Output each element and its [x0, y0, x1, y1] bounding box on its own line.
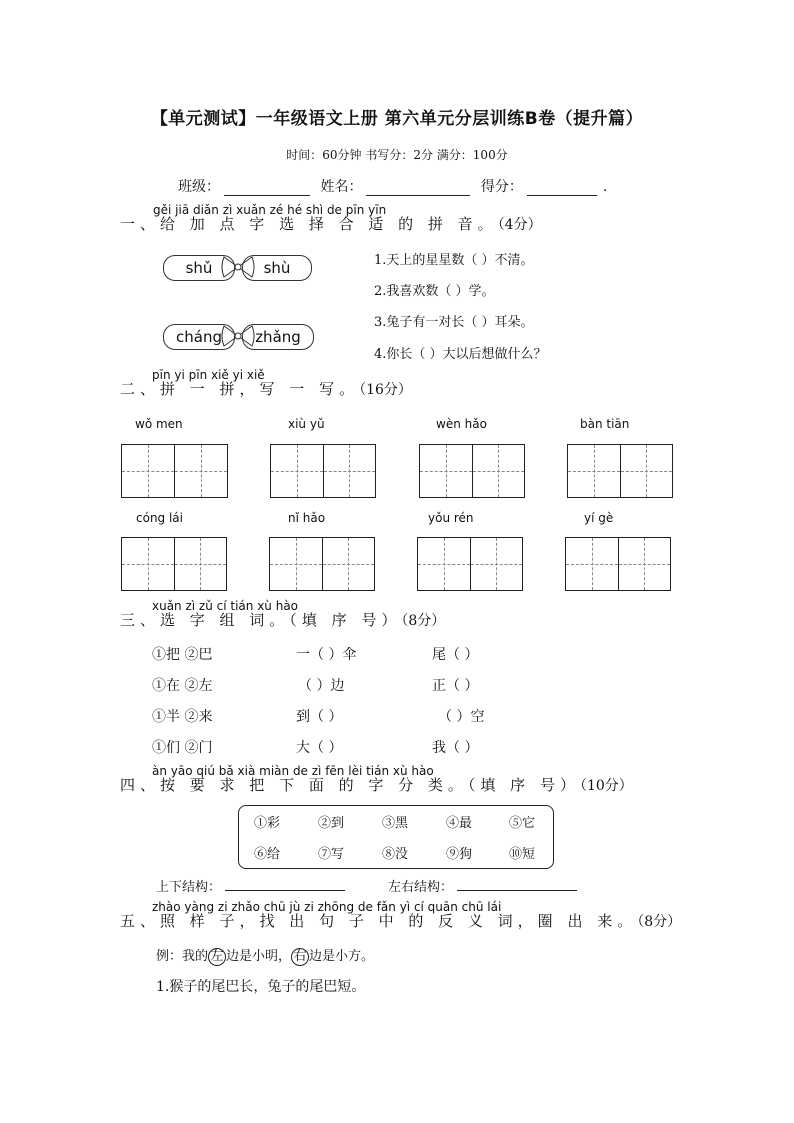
word-pinyin: nǐ hǎo: [288, 511, 326, 525]
s1-question-4: 4.你长（ ）大以后想做什么？: [374, 347, 547, 362]
char-item: ⑦写: [318, 847, 345, 862]
s1-title: [120, 213, 542, 234]
writing-box[interactable]: [269, 537, 375, 591]
s1-title-text: 一、给 加 点 字 选 择 合 适 的 拼 音。: [120, 215, 498, 233]
s3-options: ①们 ②门: [152, 740, 213, 756]
bow-icon: [219, 252, 257, 282]
s4-title: [120, 774, 633, 795]
pill-zhang3[interactable]: zhǎng: [242, 324, 314, 350]
s3-blank-a[interactable]: 一（ ）伞: [296, 647, 357, 663]
s2-title-text: 二、拼 一 拼，写 一 写。: [120, 380, 360, 398]
s5-question-1[interactable]: 1.猴子的尾巴长，兔子的尾巴短。: [156, 979, 366, 995]
s3-blank-a[interactable]: （ ）边: [298, 678, 345, 694]
example-text: 例：我的: [156, 949, 209, 964]
s4-pinyin: àn yāo qiú bǎ xià miàn de zì fēn lèi tián xù hào: [152, 764, 434, 778]
s5-title-text: 五、照 样 子，找 出 句 子 中 的 反 义 词，圈 出 来。: [120, 912, 638, 930]
answer-line[interactable]: [457, 878, 577, 891]
s5-example: [156, 945, 374, 966]
bow-icon: [219, 321, 257, 351]
word-pinyin: xiù yǔ: [288, 417, 325, 431]
class-field[interactable]: [224, 181, 310, 196]
class-label: 班级：: [178, 179, 220, 195]
writing-box[interactable]: [270, 444, 376, 498]
char-item: ①彩: [254, 816, 281, 831]
page-title: 【单元测试】一年级语文上册 第六单元分层训练B卷（提升篇）: [150, 109, 644, 129]
student-info: [178, 176, 607, 196]
writing-box[interactable]: [417, 537, 523, 591]
pill-shu4[interactable]: shù: [242, 255, 312, 281]
s1-question-1: 1.天上的星星数（ ）不清。: [374, 253, 534, 268]
exam-meta: 时间：60分钟 书写分：2分 满分：100分: [286, 148, 508, 162]
word-pinyin: wèn hǎo: [436, 417, 487, 431]
info-end: .: [602, 179, 608, 195]
name-label: 姓名：: [320, 179, 363, 195]
word-pinyin: cóng lái: [136, 511, 183, 525]
s5-pinyin: zhào yàng zi zhǎo chū jù zi zhōng de fǎn yì cí quān chū lái: [152, 900, 502, 914]
s3-title: [120, 609, 445, 630]
s3-options: ①在 ②左: [152, 678, 213, 694]
structure-top-bottom: [156, 876, 345, 895]
s4-title-text: 四、按 要 求 把 下 面 的 字 分 类。（填 序 号）: [120, 776, 580, 794]
writing-box[interactable]: [121, 444, 228, 498]
s1-question-2: 2.我喜欢数（ ）学。: [374, 284, 495, 299]
example-text: 边是小明，: [226, 949, 292, 964]
name-field[interactable]: [366, 181, 470, 196]
word-pinyin: yǒu rén: [428, 511, 474, 525]
word-pinyin: bàn tiān: [580, 417, 630, 431]
s3-blank-a[interactable]: 到（ ）: [296, 709, 343, 725]
s1-score: （4分）: [497, 217, 542, 233]
s3-title-text: 三、选 字 组 词。（填 序 号）: [120, 611, 402, 629]
char-item: ②到: [318, 816, 345, 831]
structure-left-right: [388, 876, 577, 895]
writing-box[interactable]: [567, 444, 673, 498]
word-pinyin: yí gè: [584, 511, 614, 525]
writing-box[interactable]: [419, 444, 525, 498]
writing-box[interactable]: [565, 537, 671, 591]
circled-char: 左: [208, 948, 226, 966]
char-item: ③黑: [382, 816, 409, 831]
example-text: 边是小方。: [309, 949, 375, 964]
s4-score: （10分）: [579, 778, 633, 794]
score-field[interactable]: [527, 181, 597, 196]
s2-score: （16分）: [359, 382, 412, 398]
char-item: ⑨狗: [446, 847, 473, 862]
char-item: ⑧没: [382, 847, 409, 862]
char-item: ⑤它: [509, 816, 536, 831]
writing-box[interactable]: [121, 537, 227, 591]
pill-chang2[interactable]: cháng: [163, 324, 235, 350]
s5-title: [120, 910, 681, 931]
s3-blank-b[interactable]: 正（ ）: [432, 678, 479, 694]
s3-blank-b[interactable]: 尾（ ）: [432, 647, 479, 663]
s3-blank-b[interactable]: 我（ ）: [432, 740, 479, 756]
s3-blank-a[interactable]: 大（ ）: [296, 740, 343, 756]
label-left-right: 左右结构：: [388, 880, 454, 895]
s2-pinyin: pīn yi pīn xiě yi xiě: [152, 368, 265, 382]
s3-options: ①半 ②来: [152, 709, 213, 725]
score-label: 得分：: [480, 179, 523, 195]
s3-score: （8分）: [401, 613, 446, 629]
char-item: ⑥给: [254, 847, 281, 862]
s2-title: [120, 378, 412, 399]
circled-char: 右: [291, 948, 309, 966]
s3-blank-b[interactable]: （ ）空: [438, 709, 485, 725]
word-pinyin: wǒ men: [135, 417, 183, 431]
s5-score: （8分）: [637, 914, 682, 930]
pill-shu3[interactable]: shǔ: [163, 255, 235, 281]
s1-pinyin: gěi jiā diǎn zì xuǎn zé hé shì de pīn yīn: [153, 203, 387, 217]
answer-line[interactable]: [225, 878, 345, 891]
char-item: ⑩短: [509, 847, 536, 862]
char-item: ④最: [446, 816, 473, 831]
label-top-bottom: 上下结构：: [156, 880, 222, 895]
s3-pinyin: xuǎn zì zǔ cí tián xù hào: [152, 599, 299, 613]
s3-options: ①把 ②巴: [152, 647, 213, 663]
s1-question-3: 3.兔子有一对长（ ）耳朵。: [374, 315, 534, 330]
